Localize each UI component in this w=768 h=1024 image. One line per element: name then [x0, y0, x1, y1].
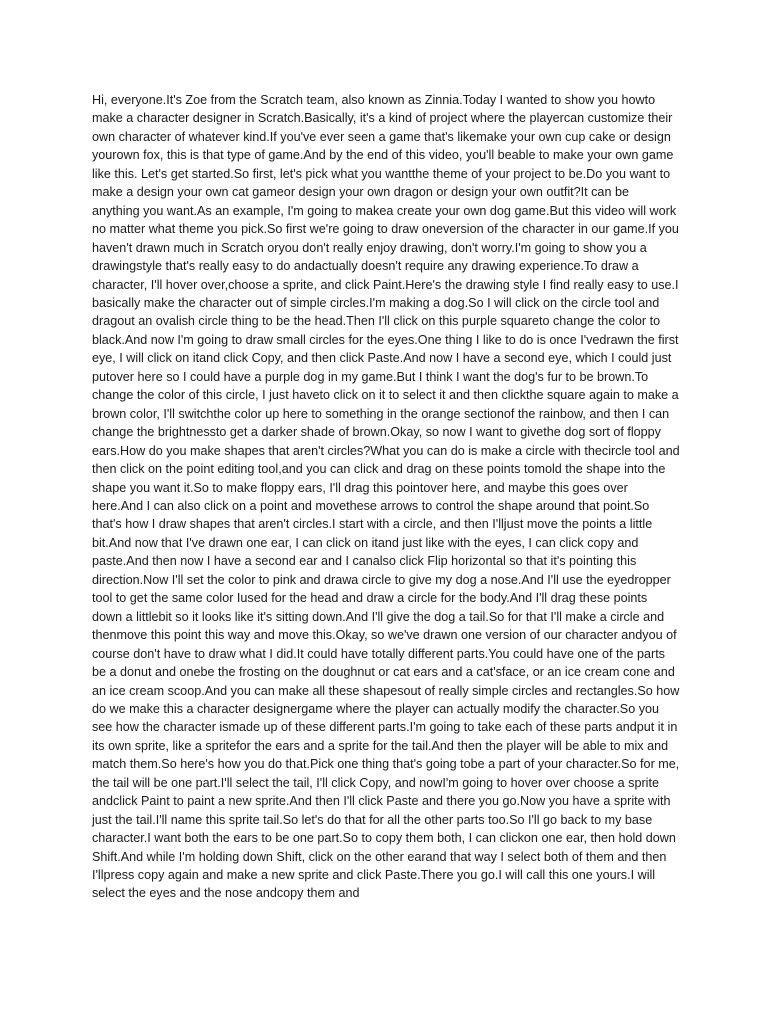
transcript-paragraph: Hi, everyone.It's Zoe from the Scratch team, also known as Zinnia.Today I wanted to show you howto make a character designer in Scratch.Basically, it's a kind of project where the playercan customize their own character of whatever kind.If you've ever seen a game that's likemake your own cup cake or design yourown fox, this is that type of game.And by the end of this video, you'll beable to make your own game like this. Let's get started.So first, let's pick what you wantthe theme of your project to be.Do you want to make a design your own cat gameor design your own dragon or design your own outfit?It can be anything you want.As an example, I'm going to makea create your own dog game.But this video will work no matter what theme you pick.So first we're going to draw oneversion of the character in our game.If you haven't drawn much in Scratch oryou don't really enjoy drawing, don't worry.I'm going to show you a drawingstyle that's really easy to do andactually doesn't require any drawing experience.To draw a character, I'll hover over,choose a sprite, and click Paint.Here's the drawing style I find really easy to use.I basically make the character out of simple circles.I'm making a dog.So I will click on the circle tool and dragout an ovalish circle thing to be the head.Then I'll click on this purple squareto change the color to black.And now I'm going to draw small circles for the eyes.One thing I like to do is once I'vedrawn the first eye, I will click on itand click Copy, and then click Paste.And now I have a second eye, which I could just putover here so I could have a purple dog in my game.But I think I want the dog's fur to be brown.To change the color of this circle, I just haveto click on it to select it and then clickthe square again to make a brown color, I'll switchthe color up here to something in the orange sectionof the rainbow, and then I can change the brightnessto get a darker shade of brown.Okay, so now I want to givethe dog sort of floppy ears.How do you make shapes that aren't circles?What you can do is make a circle with thecircle tool and then click on the point editing tool,and you can click and drag on these points tomold the shape into the shape you want it.So to make floppy ears, I'll drag this pointover here, and maybe this goes over here.And I can also click on a point and movethese arrows to control the shape around that point.So that's how I draw shapes that aren't circles.I start with a circle, and then I'lljust move the points a little bit.And now that I've drawn one ear, I can click on itand just like with the eyes, I can click copy and paste.And then now I have a second ear and I canalso click Flip horizontal so that it's pointing this direction.Now I'll set the color to pink and drawa circle to give my dog a nose.And I'll use the eyedropper tool to get the same color Iused for the head and draw a circle for the body.And I'll drag these points down a littlebit so it looks like it's sitting down.And I'll give the dog a tail.So for that I'll make a circle and thenmove this point this way and move this.Okay, so we've drawn one version of our character andyou of course don't have to draw what I did.It could have totally different parts.You could have one of the parts be a donut and onebe the frosting on the doughnut or cat ears and a cat'sface, or an ice cream cone and an ice cream scoop.And you can make all these shapesout of really simple circles and rectangles.So how do we make this a character designergame where the player can actually modify the character.So you see how the character ismade up of these different parts.I'm going to take each of these parts andput it in its own sprite, like a spritefor the ears and a sprite for the tail.And then the player will be able to mix and match them.So here's how you do that.Pick one thing that's going tobe a part of your character.So for me, the tail will be one part.I'll select the tail, I'll click Copy, and nowI'm going to hover over choose a sprite andclick Paint to paint a new sprite.And then I'll click Paste and there you go.Now you have a sprite with just the tail.I'll name this sprite tail.So let's do that for all the other parts too.So I'll go back to my base character.I want both the ears to be one part.So to copy them both, I can clickon one ear, then hold down Shift.And while I'm holding down Shift, click on the other earand that way I select both of them and then I'llpress copy again and make a new sprite and click Paste.There you go.I will call this one yours.I will select the eyes and the nose andcopy them and	[92, 93, 680, 901]
